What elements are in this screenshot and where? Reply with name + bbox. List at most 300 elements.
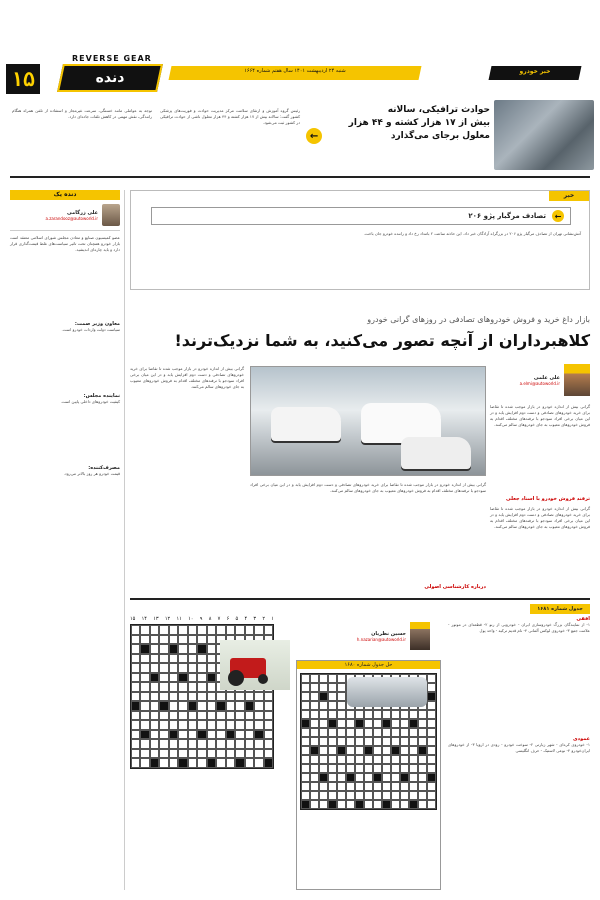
grid-cell[interactable] xyxy=(216,739,226,749)
grid-cell xyxy=(418,764,427,773)
grid-cell[interactable] xyxy=(245,730,255,740)
grid-cell[interactable] xyxy=(188,644,198,654)
grid-cell xyxy=(373,773,382,782)
grid-cell[interactable] xyxy=(245,701,255,711)
grid-cell[interactable] xyxy=(245,739,255,749)
grid-cell[interactable] xyxy=(197,673,207,683)
grid-cell[interactable] xyxy=(197,663,207,673)
grid-cell[interactable] xyxy=(178,654,188,664)
grid-cell xyxy=(373,719,382,728)
tractor-wheel xyxy=(258,674,268,684)
grid-cell xyxy=(337,746,346,755)
grid-cell[interactable] xyxy=(140,711,150,721)
grid-cell xyxy=(337,791,346,800)
grid-cell[interactable] xyxy=(264,625,274,635)
grid-cell[interactable] xyxy=(178,635,188,645)
grid-cell[interactable] xyxy=(150,720,160,730)
article-body-col1: گرانی بیش از اندازه خودرو در بازار موجب شده تا تقاضا برای خرید خودروهای تصادفی و دست دوم افزایش یابد و در این میان برخی افراد سودجو با ترفندهای مختلف اقدام به فروش خودروهای معیوب به جای خودروهای سالم می‌کنند. xyxy=(490,404,590,427)
grid-cell[interactable] xyxy=(235,720,245,730)
grid-cell[interactable] xyxy=(235,739,245,749)
grid-cell[interactable] xyxy=(264,739,274,749)
grid-cell[interactable] xyxy=(197,644,207,654)
grid-cell xyxy=(337,800,346,809)
grid-cell[interactable] xyxy=(197,749,207,759)
grid-cell[interactable] xyxy=(197,739,207,749)
grid-cell[interactable] xyxy=(245,711,255,721)
qa-question: نماینده مجلس: xyxy=(83,393,120,399)
grid-cell xyxy=(427,764,436,773)
grid-cell[interactable] xyxy=(207,758,217,768)
top-story-photo xyxy=(494,100,594,170)
grid-cell[interactable] xyxy=(188,730,198,740)
grid-cell[interactable] xyxy=(254,711,264,721)
grid-cell[interactable] xyxy=(197,720,207,730)
grid-cell[interactable] xyxy=(245,720,255,730)
grid-cell[interactable] xyxy=(178,730,188,740)
grid-cell[interactable] xyxy=(216,720,226,730)
column-number: ۱۵ xyxy=(130,616,136,622)
grid-cell[interactable] xyxy=(150,673,160,683)
grid-cell[interactable] xyxy=(197,682,207,692)
grid-cell xyxy=(391,737,400,746)
grid-cell[interactable] xyxy=(169,720,179,730)
grid-cell[interactable] xyxy=(188,692,198,702)
grid-cell xyxy=(355,719,364,728)
grid-cell xyxy=(328,683,337,692)
grid-cell[interactable] xyxy=(131,682,141,692)
grid-cell[interactable] xyxy=(245,758,255,768)
grid-cell[interactable] xyxy=(178,663,188,673)
author-avatar xyxy=(102,204,120,226)
grid-cell xyxy=(409,719,418,728)
grid-cell[interactable] xyxy=(254,739,264,749)
grid-cell[interactable] xyxy=(197,701,207,711)
crossword-title: جدول شماره ۱۶۸۱ xyxy=(537,606,583,612)
grid-cell[interactable] xyxy=(150,711,160,721)
author-name: علی زرگامی xyxy=(67,209,98,216)
grid-cell xyxy=(418,773,427,782)
grid-cell[interactable] xyxy=(235,692,245,702)
grid-cell xyxy=(346,719,355,728)
grid-cell[interactable] xyxy=(197,654,207,664)
grid-cell[interactable] xyxy=(178,739,188,749)
grid-cell xyxy=(346,737,355,746)
column-number: ۱۰ xyxy=(188,616,194,622)
grid-cell[interactable] xyxy=(159,635,169,645)
grid-cell[interactable] xyxy=(216,701,226,711)
grid-cell xyxy=(310,746,319,755)
article-separator xyxy=(130,598,590,600)
grid-cell[interactable] xyxy=(131,644,141,654)
column-number: ۲ xyxy=(262,616,265,622)
grid-cell xyxy=(364,728,373,737)
grid-cell[interactable] xyxy=(188,749,198,759)
grid-cell[interactable] xyxy=(131,730,141,740)
grid-cell[interactable] xyxy=(197,625,207,635)
grid-cell[interactable] xyxy=(207,654,217,664)
grid-cell[interactable] xyxy=(207,663,217,673)
grid-cell xyxy=(328,701,337,710)
grid-cell[interactable] xyxy=(188,654,198,664)
grid-cell[interactable] xyxy=(131,701,141,711)
grid-cell[interactable] xyxy=(178,711,188,721)
grid-cell[interactable] xyxy=(254,625,264,635)
grid-cell[interactable] xyxy=(226,701,236,711)
grid-cell xyxy=(355,800,364,809)
grid-cell[interactable] xyxy=(178,749,188,759)
grid-cell[interactable] xyxy=(235,711,245,721)
grid-cell[interactable] xyxy=(207,749,217,759)
grid-cell xyxy=(382,773,391,782)
grid-cell[interactable] xyxy=(150,749,160,759)
grid-cell[interactable] xyxy=(216,730,226,740)
grid-cell[interactable] xyxy=(140,625,150,635)
grid-cell[interactable] xyxy=(140,682,150,692)
grid-cell[interactable] xyxy=(159,673,169,683)
grid-cell[interactable] xyxy=(169,730,179,740)
grid-cell[interactable] xyxy=(264,730,274,740)
grid-cell xyxy=(328,764,337,773)
subhead: درباره کارشناسی اصولی xyxy=(424,584,486,590)
grid-cell[interactable] xyxy=(140,635,150,645)
grid-cell[interactable] xyxy=(188,663,198,673)
column-number: ۱۲ xyxy=(164,616,171,622)
grid-cell[interactable] xyxy=(178,644,188,654)
across-label: افقی xyxy=(576,616,590,622)
grid-cell[interactable] xyxy=(140,720,150,730)
grid-cell[interactable] xyxy=(140,644,150,654)
grid-cell[interactable] xyxy=(169,644,179,654)
grid-cell xyxy=(400,728,409,737)
grid-cell xyxy=(337,764,346,773)
grid-cell[interactable] xyxy=(216,711,226,721)
grid-cell[interactable] xyxy=(207,692,217,702)
author-email[interactable]: h.nazarian@autoworld.ir xyxy=(356,636,406,642)
grid-cell xyxy=(409,728,418,737)
grid-cell[interactable] xyxy=(159,711,169,721)
grid-cell[interactable] xyxy=(159,682,169,692)
grid-cell[interactable] xyxy=(150,654,160,664)
grid-cell[interactable] xyxy=(254,758,264,768)
grid-cell[interactable] xyxy=(131,635,141,645)
top-strip-divider xyxy=(10,176,590,178)
grid-cell[interactable] xyxy=(178,720,188,730)
grid-cell xyxy=(427,674,436,683)
grid-cell xyxy=(400,710,409,719)
grid-cell[interactable] xyxy=(131,739,141,749)
grid-cell[interactable] xyxy=(159,730,169,740)
grid-cell[interactable] xyxy=(235,730,245,740)
grid-cell[interactable] xyxy=(264,749,274,759)
grid-cell[interactable] xyxy=(188,720,198,730)
grid-cell xyxy=(382,728,391,737)
grid-cell[interactable] xyxy=(235,749,245,759)
grid-cell[interactable] xyxy=(131,663,141,673)
grid-cell xyxy=(427,791,436,800)
grid-cell[interactable] xyxy=(150,739,160,749)
grid-cell xyxy=(409,800,418,809)
grid-cell[interactable] xyxy=(188,701,198,711)
grid-cell xyxy=(418,710,427,719)
grid-cell[interactable] xyxy=(207,739,217,749)
grid-cell[interactable] xyxy=(140,758,150,768)
grid-cell xyxy=(382,746,391,755)
grid-cell[interactable] xyxy=(140,749,150,759)
grid-cell xyxy=(346,710,355,719)
grid-cell[interactable] xyxy=(245,692,255,702)
grid-cell[interactable] xyxy=(169,701,179,711)
grid-cell[interactable] xyxy=(131,758,141,768)
grid-cell[interactable] xyxy=(216,749,226,759)
grid-cell xyxy=(346,728,355,737)
grid-cell[interactable] xyxy=(150,663,160,673)
grid-cell[interactable] xyxy=(254,749,264,759)
grid-cell[interactable] xyxy=(245,749,255,759)
grid-cell[interactable] xyxy=(178,692,188,702)
headline-line-2: بیش از ۱۷ هزار کشته و ۴۴ هزار xyxy=(348,118,490,128)
grid-cell xyxy=(346,782,355,791)
grid-cell[interactable] xyxy=(235,758,245,768)
grid-cell xyxy=(310,701,319,710)
grid-cell[interactable] xyxy=(254,692,264,702)
grid-cell[interactable] xyxy=(207,644,217,654)
grid-cell xyxy=(364,800,373,809)
grid-cell[interactable] xyxy=(169,673,179,683)
article-photo xyxy=(250,366,486,476)
grid-cell[interactable] xyxy=(169,625,179,635)
grid-cell[interactable] xyxy=(178,701,188,711)
grid-cell xyxy=(310,719,319,728)
grid-cell[interactable] xyxy=(131,654,141,664)
grid-cell[interactable] xyxy=(131,625,141,635)
grid-cell xyxy=(427,728,436,737)
grid-cell[interactable] xyxy=(131,749,141,759)
grid-cell[interactable] xyxy=(131,673,141,683)
grid-cell xyxy=(328,791,337,800)
grid-cell[interactable] xyxy=(207,625,217,635)
headline-line-1: حوادث ترافیکی، سالانه xyxy=(387,105,490,115)
grid-cell[interactable] xyxy=(159,663,169,673)
grid-cell[interactable] xyxy=(245,625,255,635)
grid-cell[interactable] xyxy=(235,701,245,711)
grid-cell[interactable] xyxy=(197,758,207,768)
grid-cell xyxy=(319,755,328,764)
grid-cell[interactable] xyxy=(197,730,207,740)
grid-cell[interactable] xyxy=(159,692,169,702)
grid-cell[interactable] xyxy=(131,692,141,702)
grid-cell[interactable] xyxy=(197,635,207,645)
grid-cell[interactable] xyxy=(197,711,207,721)
grid-cell[interactable] xyxy=(178,758,188,768)
grid-cell xyxy=(346,746,355,755)
grid-cell[interactable] xyxy=(169,758,179,768)
grid-cell[interactable] xyxy=(159,654,169,664)
section-english: REVERSE GEAR xyxy=(72,54,152,63)
grid-cell[interactable] xyxy=(150,701,160,711)
grid-cell[interactable] xyxy=(188,673,198,683)
grid-cell[interactable] xyxy=(226,720,236,730)
car-shape xyxy=(271,407,341,441)
grid-cell[interactable] xyxy=(178,682,188,692)
grid-cell[interactable] xyxy=(207,730,217,740)
grid-cell[interactable] xyxy=(169,749,179,759)
grid-cell[interactable] xyxy=(188,635,198,645)
arrow-left-icon[interactable]: ← xyxy=(552,210,564,222)
grid-cell[interactable] xyxy=(159,701,169,711)
grid-cell[interactable] xyxy=(188,711,198,721)
grid-cell[interactable] xyxy=(169,692,179,702)
grid-cell[interactable] xyxy=(188,682,198,692)
grid-cell xyxy=(319,800,328,809)
author-email[interactable]: a.zarandooz@autoworld.ir xyxy=(45,215,98,221)
grid-cell[interactable] xyxy=(140,701,150,711)
grid-cell xyxy=(364,737,373,746)
grid-cell[interactable] xyxy=(264,692,274,702)
grid-cell[interactable] xyxy=(178,673,188,683)
grid-cell xyxy=(400,773,409,782)
grid-cell[interactable] xyxy=(254,720,264,730)
grid-cell[interactable] xyxy=(178,625,188,635)
grid-cell xyxy=(400,755,409,764)
grid-cell[interactable] xyxy=(169,654,179,664)
top-story-body: رئیس گروه آموزش و ارتقای سلامت مرکز مدیریت حوادث و فوریت‌های پزشکی کشور گفت: سالانه بیش از ۱۷ هزار کشته و ۴۴ هزار معلول ناشی از حوادث ترافیکی در کشور ثبت می‌شود. xyxy=(160,108,300,125)
column-number: ۹ xyxy=(199,616,203,622)
grid-cell[interactable] xyxy=(140,692,150,702)
grid-cell[interactable] xyxy=(159,749,169,759)
grid-cell xyxy=(310,737,319,746)
grid-cell xyxy=(346,773,355,782)
qa-question: مصرف‌کننده: xyxy=(88,465,120,471)
grid-cell[interactable] xyxy=(159,644,169,654)
grid-cell[interactable] xyxy=(159,720,169,730)
grid-cell[interactable] xyxy=(140,739,150,749)
qa-answer: کیفیت خودروهای داخلی پایین است. xyxy=(60,399,120,404)
grid-cell[interactable] xyxy=(159,758,169,768)
grid-cell xyxy=(382,764,391,773)
car-shape xyxy=(401,437,471,469)
author-avatar xyxy=(410,622,430,650)
grid-cell[interactable] xyxy=(150,758,160,768)
grid-cell[interactable] xyxy=(150,635,160,645)
grid-cell[interactable] xyxy=(169,739,179,749)
grid-cell xyxy=(355,728,364,737)
grid-cell[interactable] xyxy=(159,739,169,749)
grid-cell[interactable] xyxy=(169,711,179,721)
grid-cell xyxy=(391,710,400,719)
grid-cell[interactable] xyxy=(264,701,274,711)
divider xyxy=(10,230,120,231)
down-clues: ۱- خودروی کره‌ای - شهر زیارتی ۲- سوخت خودرو - رودی در اروپا ۳- از خودروهای ایران‌خودرو ۴- نوعی لاستیک - حرف انگلیسی xyxy=(448,742,590,753)
grid-cell xyxy=(418,791,427,800)
grid-cell[interactable] xyxy=(226,730,236,740)
grid-cell xyxy=(427,683,436,692)
grid-cell[interactable] xyxy=(226,692,236,702)
grid-cell[interactable] xyxy=(207,673,217,683)
grid-cell[interactable] xyxy=(150,644,160,654)
news-title: تصادف مرگبار پژو ۲۰۶ xyxy=(468,212,546,220)
grid-cell xyxy=(301,674,310,683)
grid-cell xyxy=(427,800,436,809)
grid-cell[interactable] xyxy=(254,701,264,711)
grid-cell xyxy=(328,737,337,746)
grid-cell[interactable] xyxy=(226,711,236,721)
grid-cell[interactable] xyxy=(197,692,207,702)
grid-cell xyxy=(364,773,373,782)
grid-cell[interactable] xyxy=(169,663,179,673)
grid-cell[interactable] xyxy=(207,711,217,721)
grid-cell[interactable] xyxy=(188,625,198,635)
grid-cell[interactable] xyxy=(226,625,236,635)
grid-cell xyxy=(301,791,310,800)
tractor-wheel xyxy=(228,670,244,686)
grid-cell xyxy=(328,692,337,701)
grid-cell[interactable] xyxy=(140,673,150,683)
grid-cell xyxy=(319,683,328,692)
grid-cell[interactable] xyxy=(226,739,236,749)
page-number: ۱۵ xyxy=(6,64,40,94)
grid-cell[interactable] xyxy=(131,711,141,721)
grid-cell[interactable] xyxy=(254,730,264,740)
grid-cell[interactable] xyxy=(131,720,141,730)
grid-cell[interactable] xyxy=(264,720,274,730)
arrow-left-icon[interactable]: ← xyxy=(306,128,322,144)
grid-cell[interactable] xyxy=(216,692,226,702)
grid-cell[interactable] xyxy=(207,720,217,730)
grid-cell[interactable] xyxy=(150,692,160,702)
grid-cell[interactable] xyxy=(150,625,160,635)
grid-cell xyxy=(328,755,337,764)
grid-cell xyxy=(409,737,418,746)
grid-cell xyxy=(418,746,427,755)
grid-cell xyxy=(310,782,319,791)
grid-cell[interactable] xyxy=(207,635,217,645)
grid-cell[interactable] xyxy=(216,758,226,768)
grid-cell[interactable] xyxy=(140,654,150,664)
grid-cell xyxy=(355,791,364,800)
grid-cell[interactable] xyxy=(169,682,179,692)
grid-cell[interactable] xyxy=(226,749,236,759)
grid-cell xyxy=(382,782,391,791)
grid-cell[interactable] xyxy=(207,701,217,711)
grid-cell[interactable] xyxy=(235,625,245,635)
grid-cell xyxy=(418,755,427,764)
grid-cell[interactable] xyxy=(188,758,198,768)
grid-cell[interactable] xyxy=(264,758,274,768)
grid-cell xyxy=(337,728,346,737)
grid-cell xyxy=(409,755,418,764)
grid-cell[interactable] xyxy=(150,730,160,740)
grid-cell xyxy=(391,791,400,800)
grid-cell[interactable] xyxy=(188,739,198,749)
grid-cell[interactable] xyxy=(140,663,150,673)
column-label: دنده یک xyxy=(10,190,120,200)
grid-cell[interactable] xyxy=(150,682,160,692)
grid-cell xyxy=(427,755,436,764)
grid-cell[interactable] xyxy=(159,625,169,635)
grid-cell[interactable] xyxy=(207,682,217,692)
grid-cell[interactable] xyxy=(264,711,274,721)
author-email[interactable]: a.elmi@autoworld.ir xyxy=(519,380,560,386)
grid-cell[interactable] xyxy=(140,730,150,740)
grid-cell xyxy=(319,773,328,782)
grid-cell[interactable] xyxy=(216,625,226,635)
grid-cell[interactable] xyxy=(169,635,179,645)
news-title-box xyxy=(151,207,571,225)
grid-cell[interactable] xyxy=(226,758,236,768)
article-body-col1b: گرانی بیش از اندازه خودرو در بازار موجب شده تا تقاضا برای خرید خودروهای تصادفی و دست دوم افزایش یابد و در این میان برخی افراد سودجو با ترفندهای مختلف اقدام به فروش خودروهای معیوب به جای خودروهای سالم می‌کنند. xyxy=(490,506,590,529)
qa-item xyxy=(10,321,120,333)
column-number: ۵ xyxy=(235,616,239,622)
